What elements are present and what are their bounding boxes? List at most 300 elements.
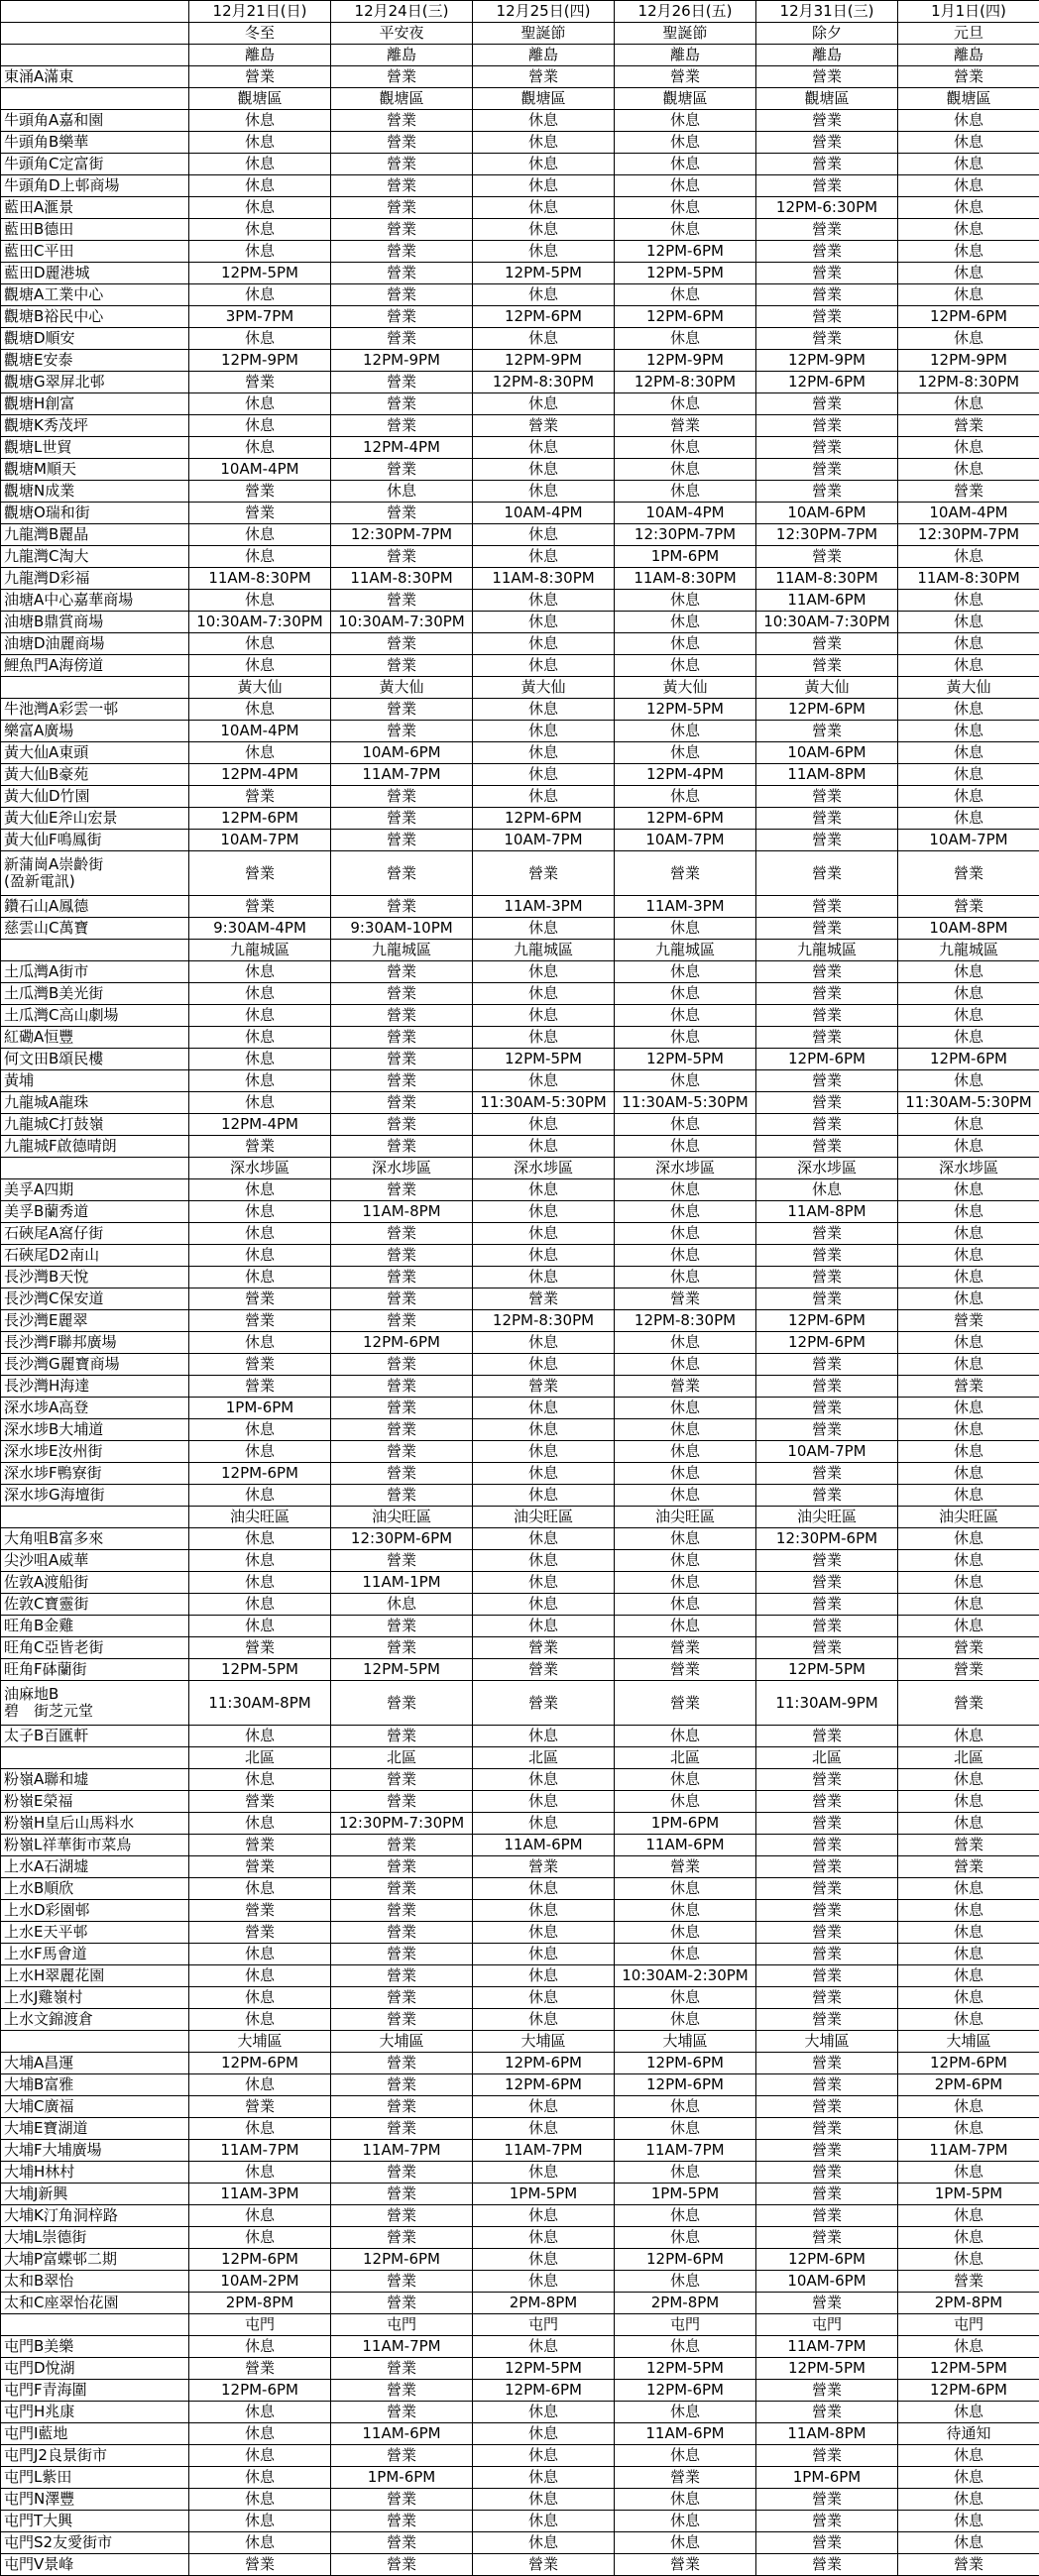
hours-cell: 營業 (756, 1354, 898, 1376)
hours-cell: 休息 (615, 633, 756, 655)
hours-cell: 休息 (898, 1922, 1039, 1944)
hours-cell: 11:30AM-5:30PM (898, 1092, 1039, 1114)
hours-cell: 12PM-6PM (331, 2249, 473, 2271)
branch-row (1, 2184, 1039, 2205)
hours-cell: 休息 (189, 415, 331, 437)
hours-cell: 休息 (615, 1419, 756, 1441)
hours-cell: 營業 (189, 1637, 331, 1659)
hours-cell: 營業 (331, 1070, 473, 1092)
hours-cell: 休息 (615, 197, 756, 219)
hours-cell: 營業 (756, 1594, 898, 1616)
hours-cell: 休息 (473, 2162, 615, 2184)
hours-cell: 營業 (331, 1223, 473, 1245)
hours-cell: 休息 (898, 786, 1039, 808)
hours-cell: 休息 (189, 284, 331, 306)
branch-row (1, 197, 1039, 219)
hours-cell: 營業 (331, 241, 473, 263)
hours-cell: 營業 (756, 2402, 898, 2423)
branch-name: 屯門F青海圍 (1, 2380, 189, 2402)
hours-cell: 休息 (615, 1572, 756, 1594)
branch-row (1, 1354, 1039, 1376)
hours-cell: 休息 (331, 1594, 473, 1616)
district-cell: 屯門 (615, 2314, 756, 2336)
branch-name: 何文田B頌民樓 (1, 1049, 189, 1070)
hours-cell: 2PM-6PM (898, 2074, 1039, 2096)
hours-cell: 休息 (473, 2489, 615, 2511)
branch-name: 觀塘H創富 (1, 393, 189, 415)
hours-cell: 營業 (756, 1223, 898, 1245)
hours-cell: 休息 (189, 524, 331, 546)
hours-cell: 休息 (615, 2271, 756, 2293)
hours-cell: 營業 (615, 2554, 756, 2576)
hours-cell: 休息 (615, 2009, 756, 2031)
branch-name: 油塘D油麗商場 (1, 633, 189, 655)
district-cell: 黃大仙 (189, 677, 331, 699)
hours-cell: 休息 (615, 1463, 756, 1485)
branch-name: 大埔C廣福 (1, 2096, 189, 2118)
hours-cell: 休息 (615, 1070, 756, 1092)
hours-cell: 營業 (756, 1791, 898, 1813)
hours-cell: 12PM-6PM (615, 808, 756, 830)
hours-cell: 12PM-6PM (189, 2053, 331, 2074)
hours-cell: 休息 (898, 1769, 1039, 1791)
hours-cell: 休息 (898, 1027, 1039, 1049)
branch-name: 土瓜灣B美光街 (1, 983, 189, 1005)
hours-cell: 12PM-5PM (615, 2358, 756, 2380)
hours-cell: 休息 (898, 699, 1039, 721)
hours-cell: 營業 (331, 2118, 473, 2140)
hours-cell: 營業 (756, 66, 898, 88)
hours-cell: 休息 (473, 1245, 615, 1267)
hours-cell: 休息 (473, 1878, 615, 1900)
branch-name: 九龍灣B麗晶 (1, 524, 189, 546)
hours-cell: 營業 (756, 851, 898, 896)
hours-cell: 11:30AM-9PM (756, 1681, 898, 1726)
hours-cell: 12PM-6PM (898, 306, 1039, 328)
hours-cell: 休息 (473, 1922, 615, 1944)
branch-row (1, 1616, 1039, 1637)
hours-cell: 12PM-5PM (473, 2358, 615, 2380)
hours-cell: 休息 (898, 197, 1039, 219)
branch-row (1, 2227, 1039, 2249)
hours-cell: 營業 (756, 1856, 898, 1878)
hours-cell: 休息 (898, 2532, 1039, 2554)
branch-name: 太和C座翠怡花園 (1, 2293, 189, 2314)
branch-name: 深水埗A高登 (1, 1398, 189, 1419)
hours-cell: 休息 (473, 546, 615, 568)
hours-cell: 營業 (756, 1114, 898, 1136)
hours-cell: 12PM-6PM (756, 1049, 898, 1070)
hours-cell: 休息 (189, 961, 331, 983)
hours-cell: 9:30AM-4PM (189, 918, 331, 940)
branch-name: 九龍灣C淘大 (1, 546, 189, 568)
hours-cell: 營業 (331, 1027, 473, 1049)
date-cell: 12月31日(三) (756, 1, 898, 23)
branch-row (1, 1856, 1039, 1878)
hours-cell: 休息 (898, 2009, 1039, 2031)
hours-cell: 12PM-6PM (615, 2249, 756, 2271)
branch-name: 深水埗G海壇街 (1, 1485, 189, 1507)
hours-cell: 營業 (756, 1965, 898, 1987)
hours-cell: 休息 (473, 1398, 615, 1419)
hours-cell: 休息 (615, 1550, 756, 1572)
hours-cell: 營業 (331, 721, 473, 742)
hours-cell: 休息 (473, 1463, 615, 1485)
hours-cell: 10AM-4PM (898, 503, 1039, 524)
district-cell: 觀塘區 (331, 88, 473, 110)
hours-cell: 營業 (331, 1726, 473, 1747)
date-cell: 12月25日(四) (473, 1, 615, 23)
date-cell: 12月21日(日) (189, 1, 331, 23)
hours-cell: 營業 (756, 2227, 898, 2249)
branch-name: 大埔J新興 (1, 2184, 189, 2205)
hours-cell: 休息 (189, 1572, 331, 1594)
branch-name: 九龍城C打鼓嶺 (1, 1114, 189, 1136)
hours-cell: 休息 (615, 983, 756, 1005)
branch-name: 深水埗E汝州街 (1, 1441, 189, 1463)
corner-cell (1, 1747, 189, 1769)
branch-name: 屯門J2良景街市 (1, 2445, 189, 2467)
hours-cell: 營業 (615, 1856, 756, 1878)
branch-name: 長沙灣C保安道 (1, 1288, 189, 1310)
hours-cell: 休息 (898, 655, 1039, 677)
district-cell: 屯門 (189, 2314, 331, 2336)
hours-cell: 1PM-6PM (189, 1398, 331, 1419)
hours-cell: 11AM-7PM (331, 2140, 473, 2162)
hours-cell: 休息 (898, 1463, 1039, 1485)
district-cell: 北區 (189, 1747, 331, 1769)
branch-row (1, 612, 1039, 633)
branch-row (1, 175, 1039, 197)
district-cell: 屯門 (898, 2314, 1039, 2336)
branch-row (1, 2336, 1039, 2358)
hours-cell: 休息 (615, 437, 756, 459)
hours-cell: 10AM-7PM (473, 830, 615, 851)
hours-cell: 12PM-4PM (189, 1114, 331, 1136)
hours-cell: 休息 (189, 1987, 331, 2009)
hours-cell: 11AM-6PM (615, 2423, 756, 2445)
hours-cell: 營業 (331, 961, 473, 983)
hours-cell: 休息 (189, 2423, 331, 2445)
hours-cell: 營業 (756, 1550, 898, 1572)
hours-cell: 11AM-1PM (331, 1572, 473, 1594)
hours-cell: 休息 (615, 721, 756, 742)
hours-cell: 休息 (615, 154, 756, 175)
hours-cell: 休息 (898, 1594, 1039, 1616)
hours-cell: 12:30PM-7:30PM (331, 1813, 473, 1835)
hours-cell: 休息 (473, 699, 615, 721)
hours-cell: 休息 (473, 197, 615, 219)
district-header-row (1, 940, 1039, 961)
hours-cell: 12:30PM-7PM (898, 524, 1039, 546)
hours-cell: 12PM-9PM (331, 350, 473, 372)
hours-cell: 營業 (756, 2140, 898, 2162)
branch-row (1, 2293, 1039, 2314)
hours-cell: 營業 (331, 983, 473, 1005)
branch-row (1, 742, 1039, 764)
branch-name: 觀塘G翠屏北邨 (1, 372, 189, 393)
branch-row (1, 1136, 1039, 1158)
hours-cell: 休息 (473, 1201, 615, 1223)
hours-cell: 12PM-6PM (615, 2380, 756, 2402)
hours-cell: 12PM-9PM (756, 350, 898, 372)
branch-name: 大埔A昌運 (1, 2053, 189, 2074)
hours-cell: 營業 (756, 2184, 898, 2205)
hours-cell: 營業 (615, 1681, 756, 1726)
hours-cell: 休息 (189, 1813, 331, 1835)
hours-cell: 休息 (898, 437, 1039, 459)
hours-cell: 休息 (756, 1179, 898, 1201)
hours-cell: 休息 (898, 1965, 1039, 1987)
hours-cell: 營業 (898, 851, 1039, 896)
hours-cell: 營業 (756, 1813, 898, 1835)
hours-cell: 營業 (756, 983, 898, 1005)
hours-cell: 12PM-6PM (756, 699, 898, 721)
hours-cell: 休息 (189, 1616, 331, 1637)
branch-name: 黃埔 (1, 1070, 189, 1092)
hours-cell: 營業 (189, 851, 331, 896)
branch-row (1, 1528, 1039, 1550)
branch-name: 大埔H林村 (1, 2162, 189, 2184)
hours-cell: 休息 (473, 241, 615, 263)
hours-cell: 營業 (898, 1310, 1039, 1332)
branch-row (1, 830, 1039, 851)
branch-name: 黃大仙F鳴鳳街 (1, 830, 189, 851)
hours-cell: 營業 (331, 503, 473, 524)
district-cell: 大埔區 (331, 2031, 473, 2053)
hours-cell: 10AM-7PM (615, 830, 756, 851)
hours-cell: 休息 (473, 983, 615, 1005)
hours-cell: 休息 (615, 219, 756, 241)
hours-cell: 11AM-7PM (331, 764, 473, 786)
hours-cell: 11AM-7PM (331, 2336, 473, 2358)
branch-row (1, 154, 1039, 175)
hours-cell: 11AM-6PM (615, 1835, 756, 1856)
hours-cell: 休息 (615, 1900, 756, 1922)
branch-name: 牛頭角C定富街 (1, 154, 189, 175)
hours-cell: 休息 (189, 1267, 331, 1288)
hours-cell: 營業 (756, 2009, 898, 2031)
hours-cell: 12:30PM-7PM (756, 524, 898, 546)
hours-cell: 休息 (615, 1245, 756, 1267)
hours-cell: 營業 (331, 1267, 473, 1288)
hours-cell: 休息 (898, 1528, 1039, 1550)
branch-row (1, 1769, 1039, 1791)
hours-cell: 待通知 (898, 2423, 1039, 2445)
district-cell: 九龍城區 (331, 940, 473, 961)
branch-name: 油塘A中心嘉華商場 (1, 590, 189, 612)
branch-name: 深水埗F鴨寮街 (1, 1463, 189, 1485)
hours-cell: 營業 (756, 2445, 898, 2467)
hours-cell: 營業 (331, 1965, 473, 1987)
branch-name: 藍田C平田 (1, 241, 189, 263)
hours-cell: 12PM-6PM (615, 2053, 756, 2074)
hours-cell: 12PM-6:30PM (756, 197, 898, 219)
hours-cell: 休息 (189, 1049, 331, 1070)
hours-cell: 休息 (473, 1223, 615, 1245)
branch-row (1, 263, 1039, 284)
hours-cell: 休息 (898, 961, 1039, 983)
hours-cell: 營業 (331, 2445, 473, 2467)
branch-name: 屯門I藍地 (1, 2423, 189, 2445)
hours-cell: 休息 (473, 918, 615, 940)
hours-cell: 休息 (473, 175, 615, 197)
hours-cell: 12PM-5PM (473, 263, 615, 284)
hours-cell: 營業 (331, 786, 473, 808)
district-cell: 油尖旺區 (473, 1507, 615, 1528)
district-cell: 深水埗區 (331, 1158, 473, 1179)
hours-cell: 營業 (331, 110, 473, 132)
hours-cell: 休息 (615, 2118, 756, 2140)
hours-cell: 休息 (898, 1550, 1039, 1572)
hours-cell: 休息 (189, 1441, 331, 1463)
hours-cell: 休息 (898, 983, 1039, 1005)
hours-cell: 營業 (331, 1005, 473, 1027)
hours-cell: 休息 (189, 1769, 331, 1791)
hours-cell: 休息 (189, 2402, 331, 2423)
branch-row (1, 110, 1039, 132)
schedule-body (1, 1, 1039, 2576)
hours-cell: 12PM-5PM (473, 1049, 615, 1070)
hours-cell: 休息 (615, 1528, 756, 1550)
hours-cell: 休息 (615, 1005, 756, 1027)
branch-name: 屯門L紫田 (1, 2467, 189, 2489)
branch-name: 樂富A廣場 (1, 721, 189, 742)
hours-cell: 休息 (615, 2402, 756, 2423)
hours-cell: 營業 (756, 546, 898, 568)
hours-cell: 營業 (189, 1288, 331, 1310)
hours-cell: 休息 (898, 1878, 1039, 1900)
hours-cell: 營業 (898, 1659, 1039, 1681)
festival-cell: 冬至 (189, 23, 331, 45)
hours-cell: 休息 (898, 1726, 1039, 1747)
hours-cell: 休息 (898, 1332, 1039, 1354)
hours-cell: 12PM-6PM (189, 808, 331, 830)
hours-cell: 休息 (189, 2467, 331, 2489)
corner-cell (1, 45, 189, 66)
district-cell: 北區 (331, 1747, 473, 1769)
branch-row (1, 241, 1039, 263)
hours-cell: 休息 (615, 1791, 756, 1813)
hours-cell: 營業 (756, 2532, 898, 2554)
hours-cell: 休息 (615, 1354, 756, 1376)
hours-cell: 營業 (756, 2162, 898, 2184)
hours-cell: 營業 (331, 1441, 473, 1463)
hours-cell: 12PM-5PM (898, 2358, 1039, 2380)
branch-row (1, 437, 1039, 459)
branch-row (1, 1376, 1039, 1398)
hours-cell: 營業 (756, 1987, 898, 2009)
hours-cell: 休息 (615, 328, 756, 350)
hours-cell: 營業 (189, 1136, 331, 1158)
district-cell: 九龍城區 (615, 940, 756, 961)
hours-cell: 休息 (615, 284, 756, 306)
hours-cell: 休息 (473, 110, 615, 132)
branch-name: 觀塘M順天 (1, 459, 189, 481)
hours-cell: 營業 (331, 1637, 473, 1659)
branch-row (1, 2271, 1039, 2293)
branch-row (1, 372, 1039, 393)
branch-row (1, 2554, 1039, 2576)
hours-cell: 營業 (756, 786, 898, 808)
hours-cell: 11AM-6PM (756, 590, 898, 612)
branch-row (1, 2380, 1039, 2402)
hours-cell: 營業 (473, 415, 615, 437)
region-cell: 離島 (473, 45, 615, 66)
hours-cell: 營業 (898, 1856, 1039, 1878)
hours-cell: 營業 (615, 1659, 756, 1681)
branch-name: 觀塘K秀茂坪 (1, 415, 189, 437)
hours-cell: 營業 (331, 1049, 473, 1070)
branch-row (1, 415, 1039, 437)
hours-cell: 營業 (331, 655, 473, 677)
branch-row (1, 2009, 1039, 2031)
hours-cell: 休息 (473, 1528, 615, 1550)
branch-row (1, 590, 1039, 612)
branch-name: 粉嶺L祥華街市菜鳥 (1, 1835, 189, 1856)
hours-cell: 營業 (756, 481, 898, 503)
branch-row (1, 721, 1039, 742)
branch-name: 土瓜灣C高山劇場 (1, 1005, 189, 1027)
hours-cell: 3PM-7PM (189, 306, 331, 328)
hours-cell: 休息 (189, 2511, 331, 2532)
hours-cell: 12PM-6PM (473, 306, 615, 328)
hours-cell: 休息 (189, 1332, 331, 1354)
hours-cell: 休息 (473, 481, 615, 503)
hours-cell: 休息 (615, 2445, 756, 2467)
hours-cell: 營業 (756, 1922, 898, 1944)
branch-row (1, 764, 1039, 786)
hours-cell: 休息 (615, 1616, 756, 1637)
hours-cell: 12:30PM-7PM (331, 524, 473, 546)
hours-cell: 休息 (898, 132, 1039, 154)
branch-name: 土瓜灣A街市 (1, 961, 189, 983)
district-cell: 北區 (473, 1747, 615, 1769)
branch-row (1, 808, 1039, 830)
hours-cell: 休息 (615, 1027, 756, 1049)
hours-cell: 營業 (756, 1376, 898, 1398)
hours-cell: 營業 (898, 896, 1039, 918)
hours-cell: 休息 (615, 2532, 756, 2554)
district-cell: 油尖旺區 (756, 1507, 898, 1528)
hours-cell: 營業 (331, 699, 473, 721)
hours-cell: 營業 (756, 655, 898, 677)
branch-name: 屯門N澤豐 (1, 2489, 189, 2511)
branch-name: 長沙灣H海達 (1, 1376, 189, 1398)
branch-row (1, 132, 1039, 154)
district-cell: 黃大仙 (331, 677, 473, 699)
hours-cell: 9:30AM-10PM (331, 918, 473, 940)
branch-row (1, 1332, 1039, 1354)
hours-cell: 營業 (756, 961, 898, 983)
branch-row (1, 1049, 1039, 1070)
branch-row (1, 983, 1039, 1005)
hours-cell: 11AM-3PM (473, 896, 615, 918)
branch-row (1, 1987, 1039, 2009)
festival-cell: 平安夜 (331, 23, 473, 45)
hours-cell: 休息 (898, 1288, 1039, 1310)
branch-name: 大埔K汀角洞梓路 (1, 2205, 189, 2227)
hours-cell: 營業 (189, 1835, 331, 1856)
hours-cell: 休息 (473, 1027, 615, 1049)
branch-name: 九龍灣D彩福 (1, 568, 189, 590)
hours-cell: 營業 (615, 415, 756, 437)
hours-cell: 營業 (756, 2554, 898, 2576)
branch-row (1, 2511, 1039, 2532)
hours-cell: 休息 (189, 546, 331, 568)
branch-row (1, 2205, 1039, 2227)
branch-row (1, 284, 1039, 306)
